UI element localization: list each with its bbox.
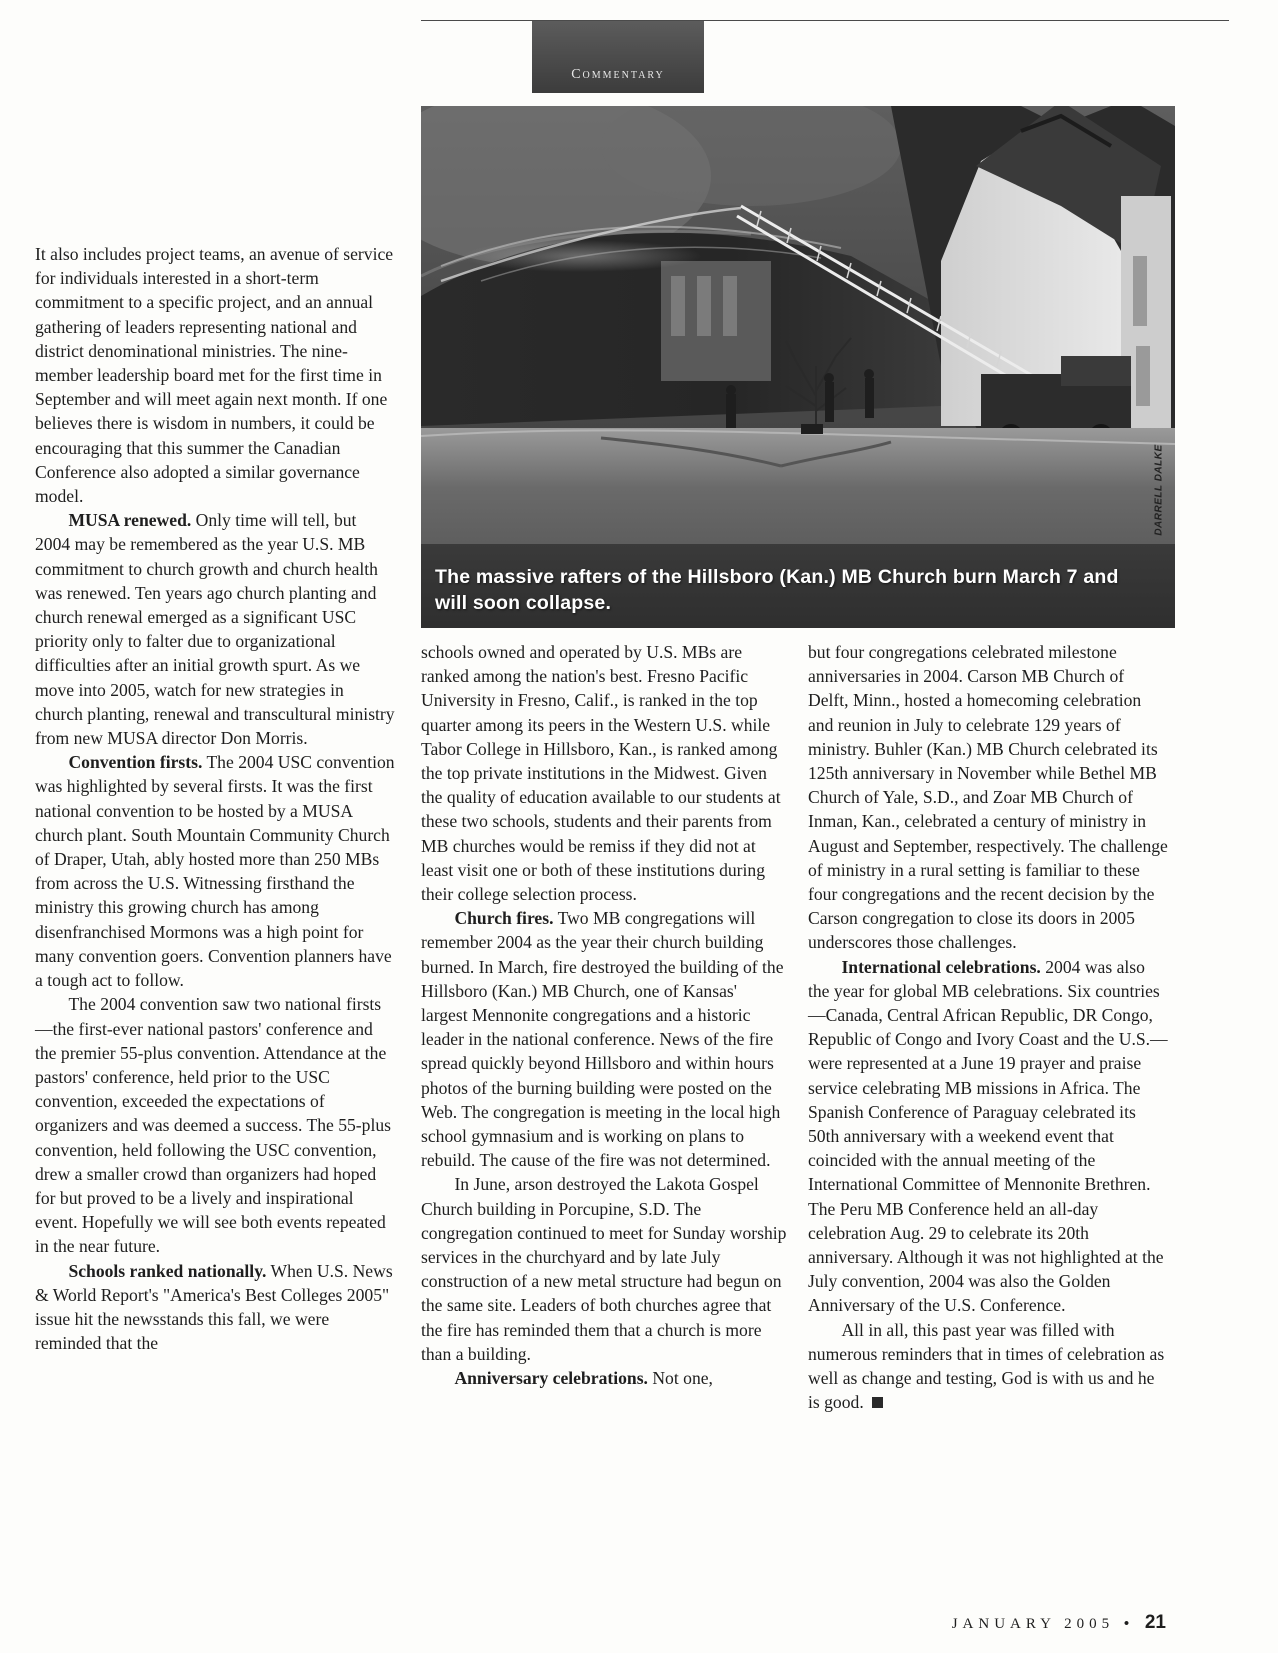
footer-separator: • [1123, 1616, 1130, 1632]
fire-photo-illustration [421, 106, 1175, 628]
paragraph: Anniversary celebrations. Not one, [454, 1368, 713, 1389]
paragraph: The 2004 convention saw two national firsts—the first-ever national pastors' conference and the premier 55-plus convention. Attendance at the pastors' conference, held prior to the USC convention, exceeded the expectations of organizers and was deemed a success. The 55-plus convention, held following the USC convention, drew a smaller crowd than organizers had hoped for but proved to be a lively and inspirational event. Hopefully we will see both events repeated in the near future. [35, 994, 391, 1257]
issue-date: JANUARY 2005 [951, 1616, 1115, 1632]
photo-caption: The massive rafters of the Hillsboro (Kan.) MB Church burn March 7 and will soon collapse. [435, 566, 1119, 614]
section-tab [532, 21, 704, 93]
subhead-church-fires: Church fires. [454, 908, 554, 929]
paragraph: Convention firsts. The 2004 USC convention was highlighted by several firsts. It was the first national convention to be hosted by a MUSA church plant. South Mountain Community Church of Draper, Utah, ably hosted more than 250 MBs from across the U.S. Witnessing firsthand the ministry this growing church has among disenfranchised Mormons was a high point for many convention goers. Convention planners have a tough act to follow. [35, 752, 395, 991]
paragraph: International celebrations. 2004 was also the year for global MB celebrations. Six countries—Canada, Central African Republic, DR Congo, Republic of Congo and Ivory Coast and the U.S.—were represented at a June 19 prayer and praise service celebrating MB missions in Africa. The Spanish Conference of Paraguay celebrated its 50th anniversary with a weekend event that coincided with the annual meeting of the International Committee of Mennonite Brethren. The Peru MB Conference held an all-day celebration Aug. 29 to celebrate its 20th anniversary. Although it was not highlighted at the July convention, 2004 was also the Golden Anniversary of the U.S. Conference. [808, 956, 1168, 1316]
subhead-musa-renewed: MUSA renewed. [68, 510, 192, 531]
subhead-schools-ranked: Schools ranked nationally. [68, 1260, 267, 1281]
page-footer [952, 1612, 1166, 1634]
paragraph: All in all, this past year was filled with numerous reminders that in times of celebration as well as change and testing, God is with us and he is good. [808, 1319, 1165, 1413]
subhead-anniversary-celebrations: Anniversary celebrations. [454, 1368, 648, 1389]
paragraph: Church fires. Two MB congregations will remember 2004 as the year their church building burned. In March, fire destroyed the building of the Hillsboro (Kan.) MB Church, one of Kansas' largest Mennonite congregations and a historic leader in the national conference. News of the fire spread quickly beyond Hillsboro and within hours photos of the burning building were posted on the Web. The congregation is meeting in the local high school gymnasium and is working on plans to rebuild. The cause of the fire was not determined. [421, 908, 784, 1171]
section-label: Commentary [571, 67, 665, 82]
fire-photo [421, 106, 1175, 628]
paragraph: MUSA renewed. Only time will tell, but 2004 may be remembered as the year U.S. MB commitment to church growth and church health was renewed. Ten years ago church planting and church renewal emerged as a significant USC priority only to falter due to organizational difficulties after an initial growth spurt. As we move into 2005, watch for new strategies in church planting, renewal and transcultural ministry from new MUSA director Don Morris. [35, 510, 395, 749]
article-column-1 [35, 242, 395, 1355]
subhead-international-celebrations: International celebrations. [841, 956, 1041, 977]
paragraph: In June, arson destroyed the Lakota Gospel Church building in Porcupine, S.D. The congregation continued to meet for Sunday worship services in the churchyard and by late July construction of a new metal structure had begun on the same site. Leaders of both churches agree that the fire has reminded them that a church is more than a building. [421, 1174, 787, 1364]
paragraph: It also includes project teams, an avenue of service for individuals interested in a short-term commitment to a specific project, and an annual gathering of leaders representing national and district denominational ministries. The nine-member leadership board met for the first time in September and will meet again next month. If one believes there is wisdom in numbers, it could be encouraging that this summer the Canadian Conference also adopted a similar governance model. [35, 244, 394, 507]
page-number: 21 [1144, 1612, 1166, 1633]
paragraph: but four congregations celebrated milestone anniversaries in 2004. Carson MB Church of Delft, Minn., hosted a homecoming celebration and reunion in July to celebrate 129 years of ministry. Buhler (Kan.) MB Church celebrated its 125th anniversary in November while Bethel MB Church of Yale, S.D., and Zoar MB Church of Inman, Kan., celebrated a century of ministry in August and September, respectively. The challenge of ministry in a rural setting is familiar to these four congregations and the recent decision by the Carson congregation to close its doors in 2005 underscores those challenges. [808, 642, 1168, 953]
photo-credit: DARRELL DALKE [1153, 444, 1165, 536]
paragraph: Schools ranked nationally. When U.S. News & World Report's "America's Best Colleges 2005" issue hit the newsstands this fall, we were reminded that the [35, 1260, 393, 1354]
subhead-convention-firsts: Convention firsts. [68, 752, 203, 773]
article-column-2 [421, 640, 787, 1390]
paragraph: schools owned and operated by U.S. MBs are ranked among the nation's best. Fresno Pacific University in Fresno, Calif., is ranked in the top quarter among its peers in the Western U.S. while Tabor College in Hillsboro, Kan., is ranked among the top private institutions in the Midwest. Given the quality of education available to our students at these two schools, students and their parents from MB churches would be remiss if they did not at least visit one or both of these institutions during their college selection process. [421, 642, 781, 905]
article-column-3 [808, 640, 1168, 1415]
end-of-article-icon [872, 1397, 883, 1408]
